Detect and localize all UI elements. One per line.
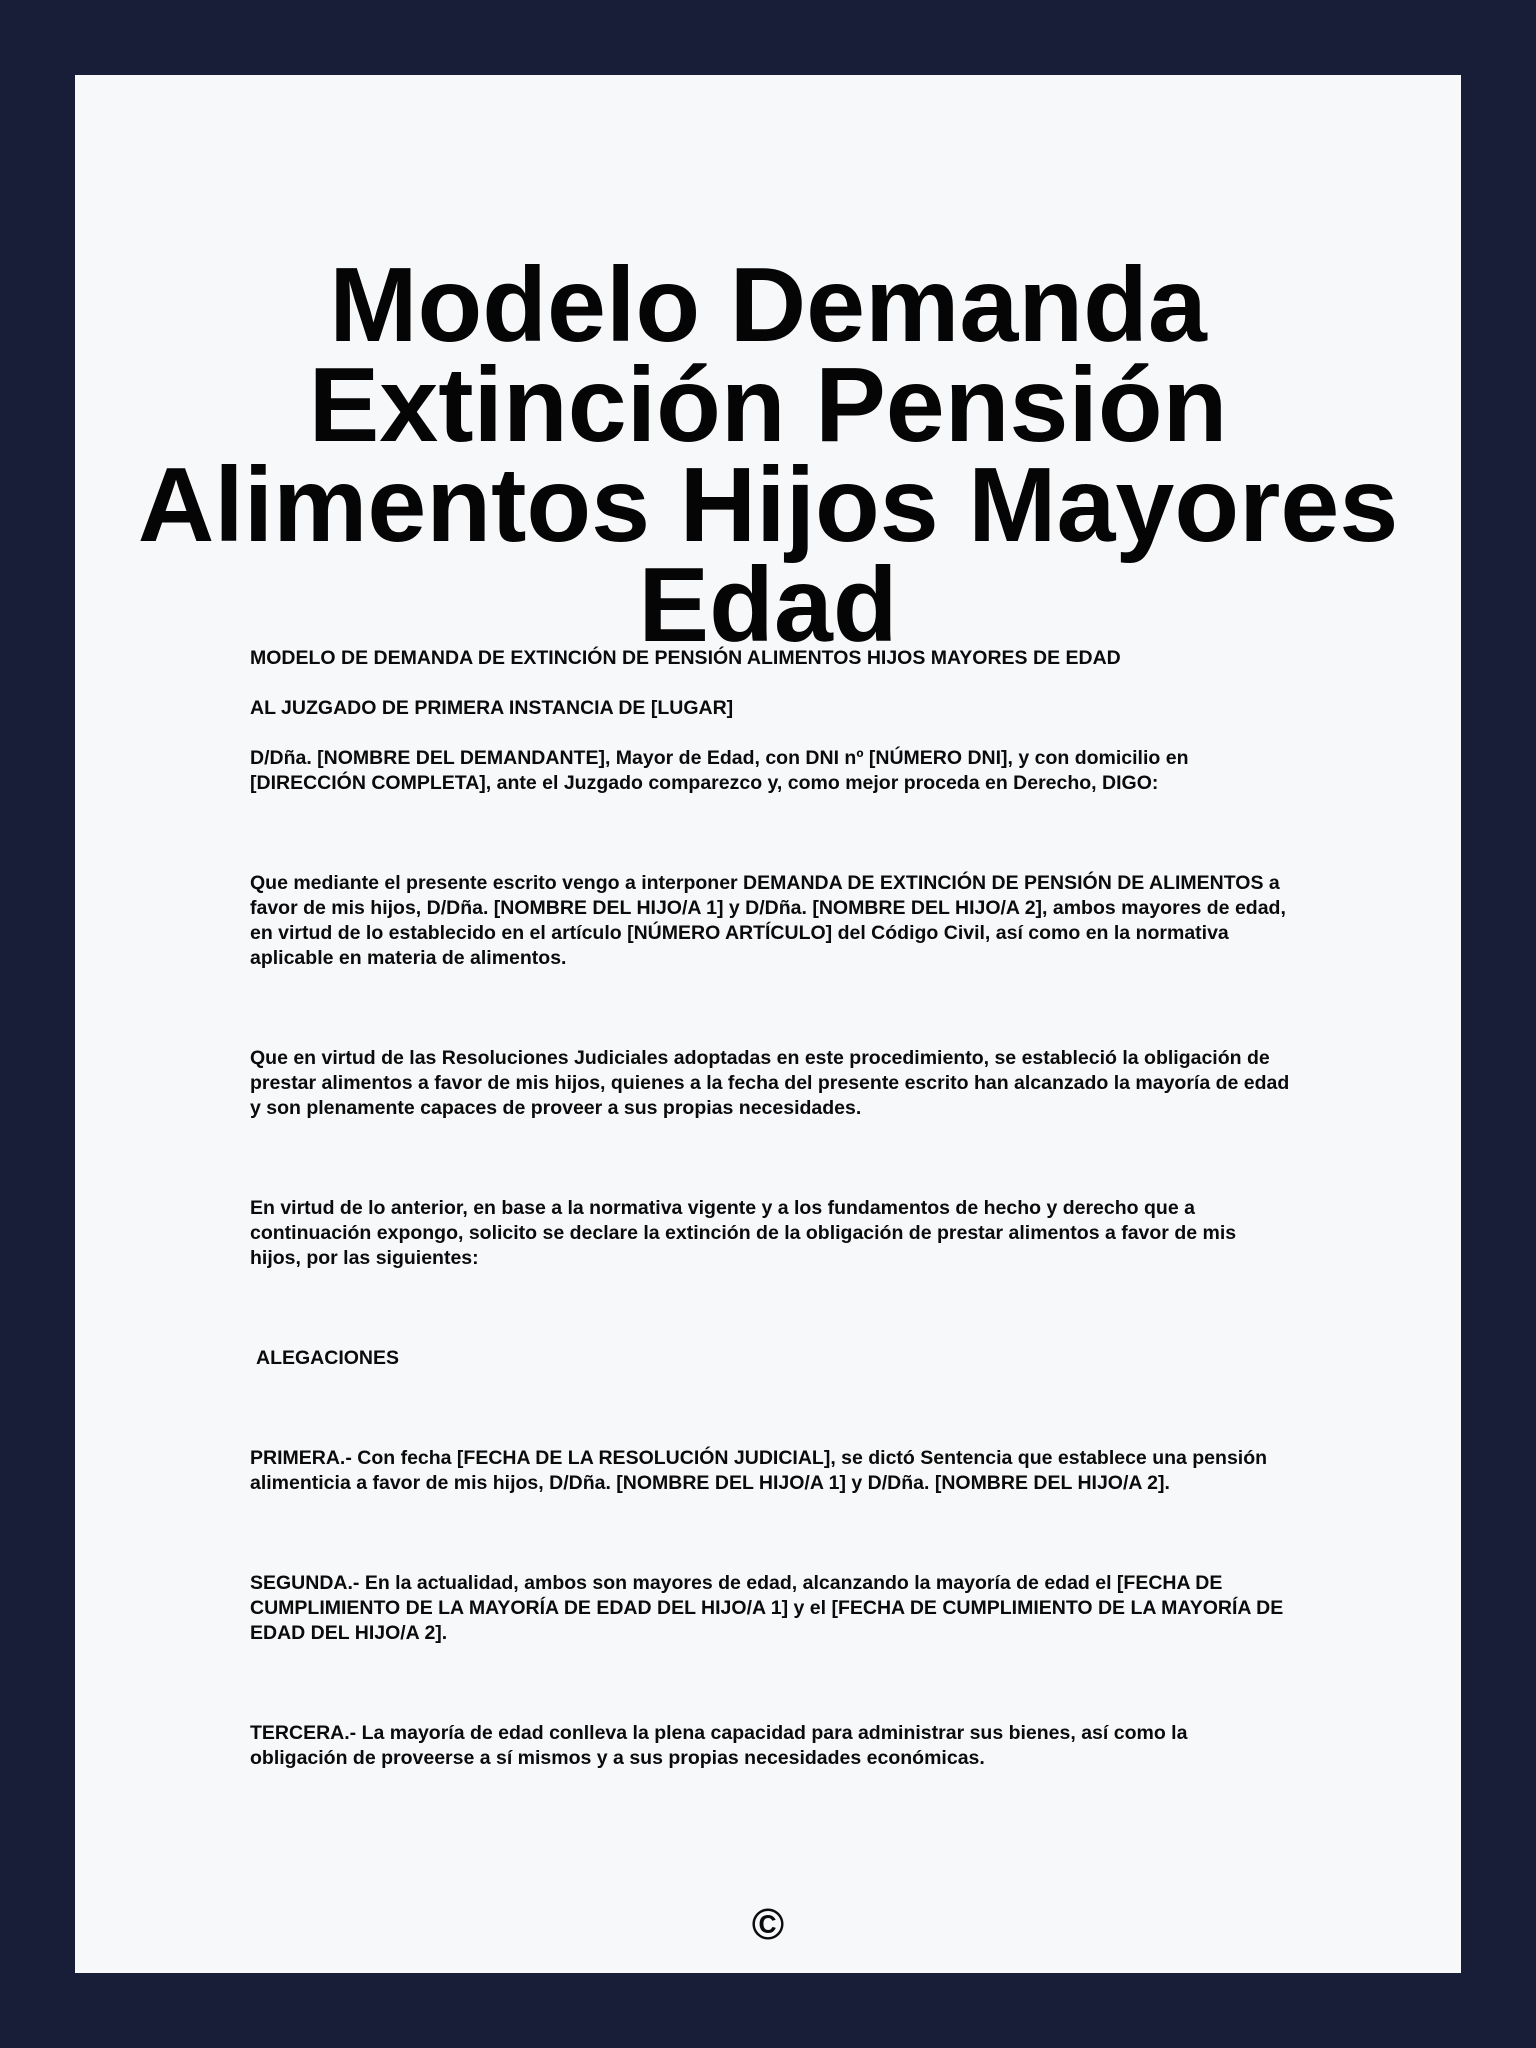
copyright-icon: ©	[751, 1900, 785, 1949]
paragraph-resoluciones: Que en virtud de las Resoluciones Judiciales adoptadas en este procedimiento, se estableció la obligación de prestar alimentos a favor de mis hijos, quienes a la fecha del presente escrito han alcanzado la mayoría de edad y son plenamente capaces de proveer a sus propias necesidades.	[250, 1047, 1290, 1119]
alegacion-tercera: TERCERA.- La mayoría de edad conlleva la plena capacidad para administrar sus bienes, así como la obligación de proveerse a sí mismos y a sus propias necesidades económicas.	[250, 1722, 1188, 1769]
paragraph-demanda: Que mediante el presente escrito vengo a interponer DEMANDA DE EXTINCIÓN DE PENSIÓN DE ALIMENTOS a favor de mis hijos, D/Dña. [NOMBRE DEL HIJO/A 1] y D/Dña. [NOMBRE DEL HIJO/A 2], ambos mayores de edad, en virtud de lo establecido en el artículo [NÚMERO ARTÍCULO] del Código Civil, así como en la normativa aplicable en materia de alimentos.	[250, 872, 1286, 969]
court-line: AL JUZGADO DE PRIMERA INSTANCIA DE [LUGAR]	[250, 697, 734, 719]
alegaciones-heading: ALEGACIONES	[256, 1347, 400, 1369]
paragraph-solicitud: En virtud de lo anterior, en base a la normativa vigente y a los fundamentos de hecho y derecho que a continuación expongo, solicito se declare la extinción de la obligación de prestar alimentos a favor de mis hijos, por las siguientes:	[250, 1197, 1237, 1269]
intro-paragraph: D/Dña. [NOMBRE DEL DEMANDANTE], Mayor de Edad, con DNI nº [NÚMERO DNI], y con domicilio en [DIRECCIÓN COMPLETA], ante el Juzgado comparezco y, como mejor proceda en Derecho, DIGO:	[250, 747, 1189, 794]
document-body	[250, 646, 1290, 1771]
document-title: Modelo Demanda Extinción Pensión Alimentos Hijos Mayores Edad	[137, 246, 1399, 664]
document-page	[75, 75, 1461, 1973]
alegacion-segunda: SEGUNDA.- En la actualidad, ambos son mayores de edad, alcanzando la mayoría de edad el [FECHA DE CUMPLIMIENTO DE LA MAYORÍA DE EDAD DEL HIJO/A 1] y el [FECHA DE CUMPLIMIENTO DE LA MAYORÍA DE EDAD DEL HIJO/A 2].	[250, 1572, 1284, 1644]
document-heading: MODELO DE DEMANDA DE EXTINCIÓN DE PENSIÓN ALIMENTOS HIJOS MAYORES DE EDAD	[250, 647, 1121, 669]
alegacion-primera: PRIMERA.- Con fecha [FECHA DE LA RESOLUCIÓN JUDICIAL], se dictó Sentencia que establece una pensión alimenticia a favor de mis hijos, D/Dña. [NOMBRE DEL HIJO/A 1] y D/Dña. [NOMBRE DEL HIJO/A 2].	[250, 1447, 1268, 1494]
